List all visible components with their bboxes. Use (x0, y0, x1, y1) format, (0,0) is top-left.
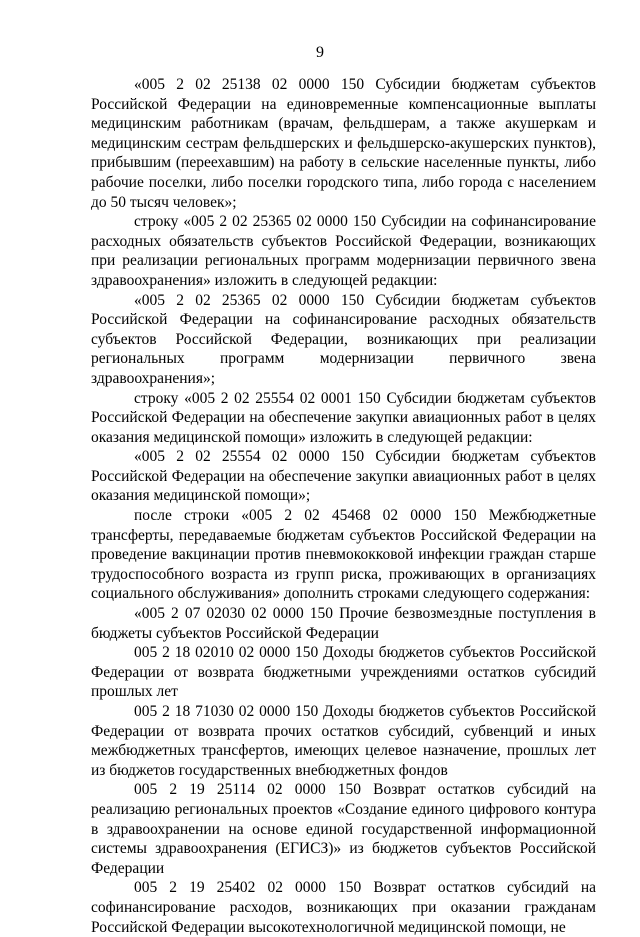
paragraph: «005 2 02 25138 02 0000 150 Субсидии бюджетам субъектов Российской Федерации на единовременные компенсационные выплаты медицинским работникам (врачам, фельдшерам, а также акушеркам и медицинским сестрам фельдшерских и фельдшерско-акушерских пунктов), прибывшим (переехавшим) на работу в сельские населенные пункты, либо рабочие поселки, либо поселки городского типа, либо города с населением до 50 тысяч человек»; (91, 76, 596, 211)
paragraph: 005 2 18 02010 02 0000 150 Доходы бюджетов субъектов Российской Федерации от возврата бюджетными учреждениями остатков субсидий прошлых лет (91, 644, 596, 701)
paragraph: «005 2 02 25365 02 0000 150 Субсидии бюджетам субъектов Российской Федерации на софинансирование расходных обязательств субъектов Российской Федерации, возникающих при реализации региональных программ модернизации первичного звена здравоохранения»; (91, 291, 596, 387)
document-body (91, 75, 596, 937)
page-number: 9 (316, 44, 324, 61)
paragraph: строку «005 2 02 25365 02 0000 150 Субсидии на софинансирование расходных обязательств субъектов Российской Федерации, возникающих при реализации региональных программ модернизации первичного звена здравоохранения» изложить в следующей редакции: (91, 213, 596, 289)
paragraph: строку «005 2 02 25554 02 0001 150 Субсидии бюджетам субъектов Российской Федерации на обеспечение закупки авиационных работ в целях оказания медицинской помощи» изложить в следующей редакции: (91, 389, 596, 446)
paragraph: 005 2 19 25114 02 0000 150 Возврат остатков субсидий на реализацию региональных проектов «Создание единого цифрового контура в здравоохранении на основе единой государственной информационной системы здравоохранения (ЕГИСЗ)» из бюджетов субъектов Российской Федерации (91, 781, 596, 877)
paragraph: «005 2 07 02030 02 0000 150 Прочие безвозмездные поступления в бюджеты субъектов Российской Федерации (91, 605, 596, 642)
paragraph: после строки «005 2 02 45468 02 0000 150 Межбюджетные трансферты, передаваемые бюджетам субъектов Российской Федерации на проведение вакцинации против пневмококковой инфекции граждан старше трудоспособного возраста из групп риска, проживающих в организациях социального обслуживания» дополнить строками следующего содержания: (91, 507, 596, 603)
paragraph: 005 2 19 25402 02 0000 150 Возврат остатков субсидий на софинансирование расходов, возникающих при оказании гражданам Российской Федерации высокотехнологичной медицинской помощи, не (91, 879, 596, 936)
paragraph: 005 2 18 71030 02 0000 150 Доходы бюджетов субъектов Российской Федерации от возврата прочих остатков субсидий, субвенций и иных межбюджетных трансфертов, имеющих целевое назначение, прошлых лет из бюджетов государственных внебюджетных фондов (91, 703, 596, 779)
paragraph: «005 2 02 25554 02 0000 150 Субсидии бюджетам субъектов Российской Федерации на обеспечение закупки авиационных работ в целях оказания медицинской помощи»; (91, 448, 596, 505)
